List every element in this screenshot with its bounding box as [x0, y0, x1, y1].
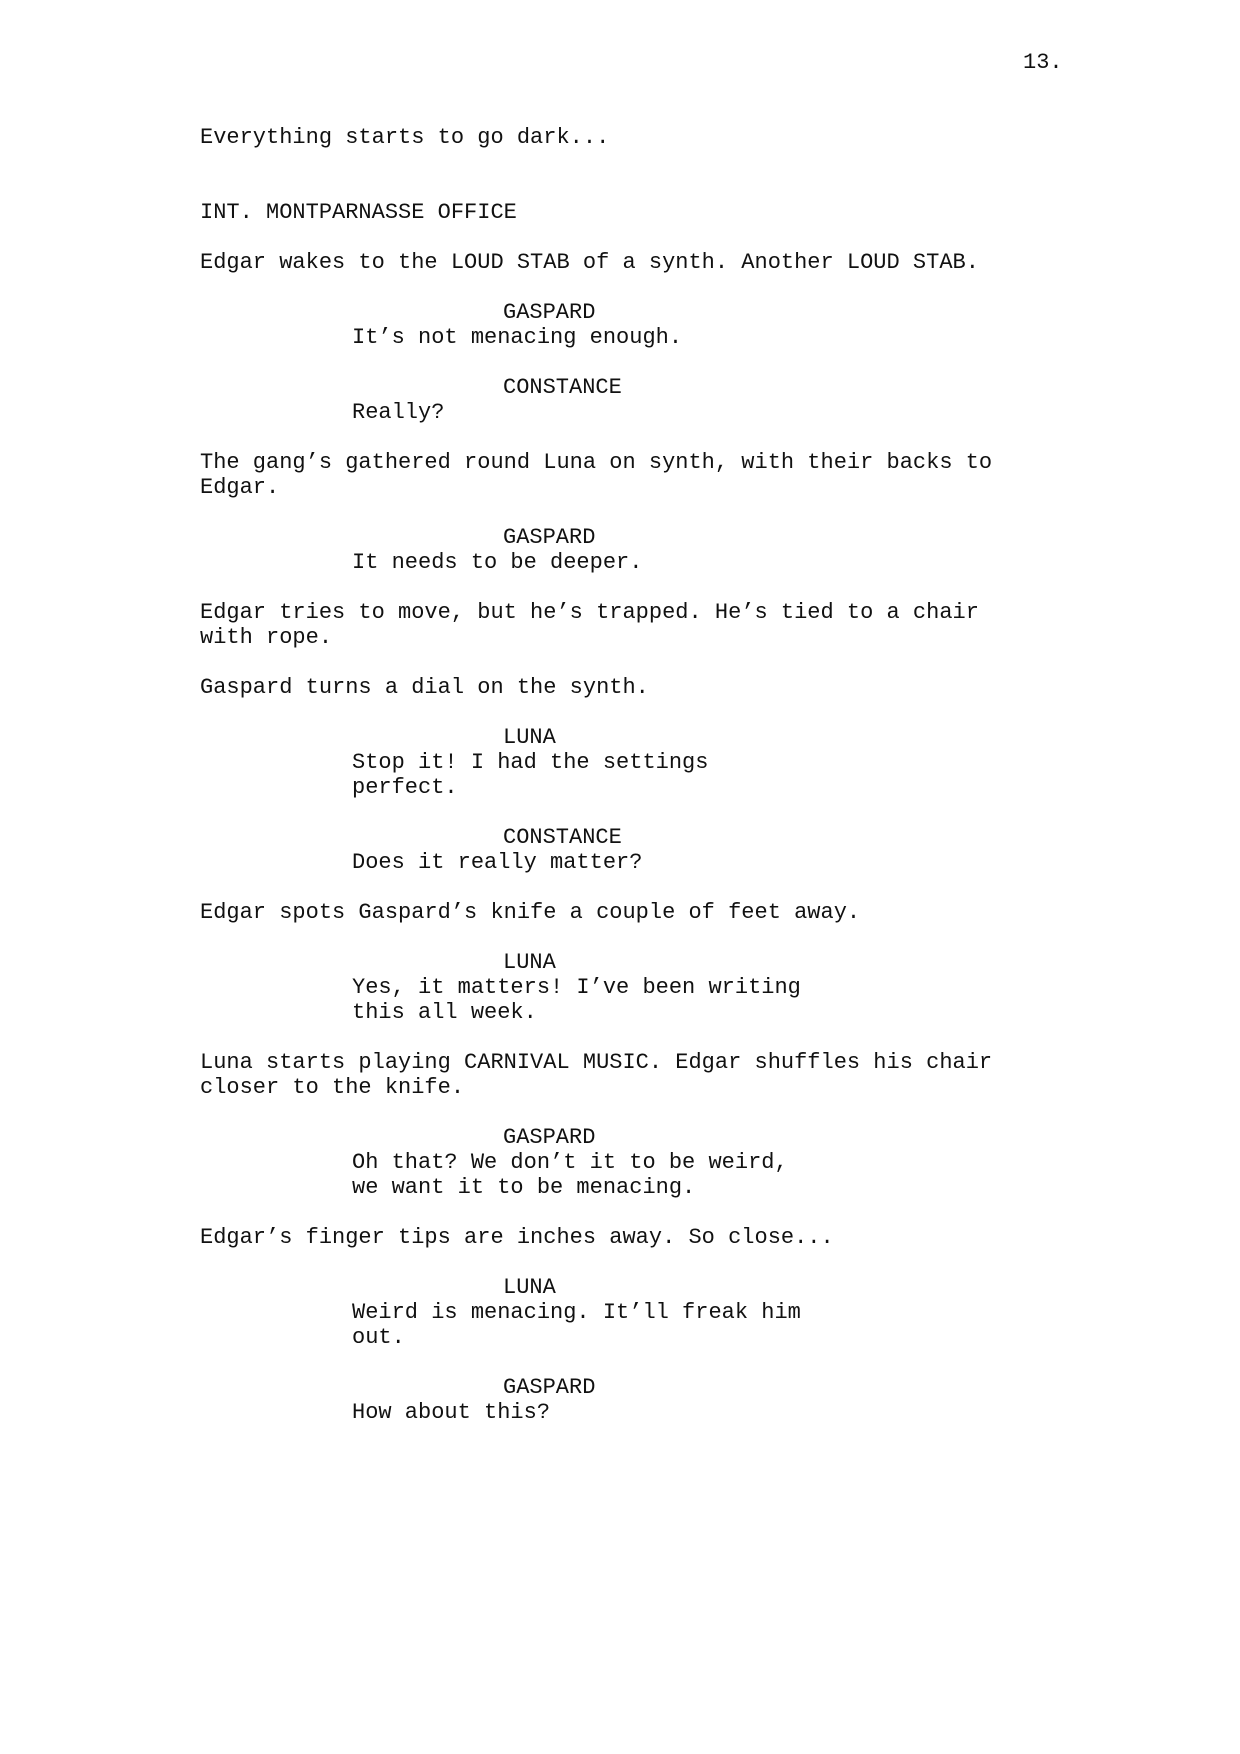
- action-line: Luna starts playing CARNIVAL MUSIC. Edgar shuffles his chair closer to the knife.: [200, 1050, 993, 1100]
- scene-heading: INT. MONTPARNASSE OFFICE: [200, 200, 517, 225]
- action-line: Edgar spots Gaspard’s knife a couple of feet away.: [200, 900, 861, 925]
- action-line: Everything starts to go dark...: [200, 125, 610, 150]
- dialogue: Yes, it matters! I’ve been writing this all week.: [352, 975, 801, 1025]
- action-line: The gang’s gathered round Luna on synth, with their backs to Edgar.: [200, 450, 993, 500]
- action-line: Edgar wakes to the LOUD STAB of a synth. Another LOUD STAB.: [200, 250, 979, 275]
- dialogue: Does it really matter?: [352, 850, 643, 875]
- character-cue: LUNA: [503, 1275, 556, 1300]
- character-cue: CONSTANCE: [503, 825, 622, 850]
- character-cue: GASPARD: [503, 1125, 596, 1150]
- action-line: Edgar’s finger tips are inches away. So close...: [200, 1225, 834, 1250]
- character-cue: GASPARD: [503, 1375, 596, 1400]
- dialogue: How about this?: [352, 1400, 551, 1425]
- page-number: 13.: [1023, 50, 1063, 75]
- dialogue: It’s not menacing enough.: [352, 325, 683, 350]
- dialogue: Stop it! I had the settings perfect.: [352, 750, 709, 800]
- dialogue: Weird is menacing. It’ll freak him out.: [352, 1300, 801, 1350]
- action-line: Edgar tries to move, but he’s trapped. He’s tied to a chair with rope.: [200, 600, 979, 650]
- dialogue: Oh that? We don’t it to be weird, we want it to be menacing.: [352, 1150, 788, 1200]
- character-cue: GASPARD: [503, 525, 596, 550]
- character-cue: LUNA: [503, 725, 556, 750]
- character-cue: GASPARD: [503, 300, 596, 325]
- character-cue: CONSTANCE: [503, 375, 622, 400]
- dialogue: Really?: [352, 400, 445, 425]
- action-line: Gaspard turns a dial on the synth.: [200, 675, 649, 700]
- dialogue: It needs to be deeper.: [352, 550, 643, 575]
- character-cue: LUNA: [503, 950, 556, 975]
